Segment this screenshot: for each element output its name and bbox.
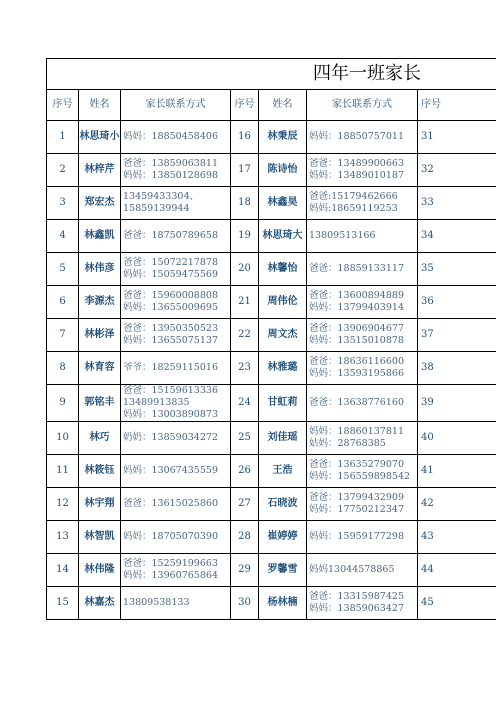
contact-cell bbox=[121, 554, 231, 587]
table-row bbox=[47, 587, 496, 620]
contact-cell bbox=[121, 121, 231, 154]
header-cell: 姓名 bbox=[259, 90, 307, 121]
contact-line: 爸爸：18750789658 bbox=[123, 230, 218, 241]
row-number: 7 bbox=[47, 319, 79, 352]
contact-cell bbox=[121, 253, 231, 286]
contact-cell bbox=[307, 253, 418, 286]
row-number: 38 bbox=[418, 352, 496, 385]
row-number: 13 bbox=[47, 521, 79, 554]
row-number: 44 bbox=[418, 554, 496, 587]
row-number: 43 bbox=[418, 521, 496, 554]
table-row bbox=[47, 352, 496, 385]
row-number: 26 bbox=[231, 455, 259, 488]
row-number: 4 bbox=[47, 220, 79, 253]
contact-line: 妈妈：18850458406 bbox=[123, 131, 218, 142]
row-number: 37 bbox=[418, 319, 496, 352]
row-number: 6 bbox=[47, 286, 79, 319]
contact-line: 爸爸：15960008808 bbox=[123, 290, 218, 301]
contact-cell bbox=[121, 422, 231, 455]
contact-line: 妈妈：13593195866 bbox=[309, 368, 404, 379]
student-name: 李源杰 bbox=[79, 286, 121, 319]
student-name: 林思琦小 bbox=[79, 121, 121, 154]
student-name: 罗馨雪 bbox=[259, 554, 307, 587]
contact-cell bbox=[121, 488, 231, 521]
contact-line: 13809538133 bbox=[123, 597, 190, 608]
contact-cell bbox=[121, 455, 231, 488]
contact-cell bbox=[307, 220, 418, 253]
row-number: 45 bbox=[418, 587, 496, 620]
student-name: 林鑫昊 bbox=[259, 187, 307, 220]
student-name: 林馨怡 bbox=[259, 253, 307, 286]
header-cell: 序号 bbox=[231, 90, 259, 121]
contact-line: 妈妈：13067435559 bbox=[123, 465, 218, 476]
student-name: 杨林楠 bbox=[259, 587, 307, 620]
header-cell: 家长联系方式 bbox=[121, 90, 231, 121]
row-number: 22 bbox=[231, 319, 259, 352]
contact-line: 妈妈:18659119253 bbox=[309, 203, 398, 214]
contact-line: 爸爸：15259199663 bbox=[123, 558, 218, 569]
student-name: 崔婷婷 bbox=[259, 521, 307, 554]
contact-line: 妈妈：13859063427 bbox=[309, 603, 404, 614]
contact-cell bbox=[121, 286, 231, 319]
contact-cell bbox=[121, 352, 231, 385]
contact-cell bbox=[307, 422, 418, 455]
contact-line: 爸爸：13638776160 bbox=[309, 397, 404, 408]
student-name: 林宇翔 bbox=[79, 488, 121, 521]
header-row bbox=[47, 90, 496, 121]
row-number: 2 bbox=[47, 154, 79, 187]
row-number: 18 bbox=[231, 187, 259, 220]
contact-table bbox=[46, 58, 496, 620]
contact-cell bbox=[307, 121, 418, 154]
student-name: 郑宏杰 bbox=[79, 187, 121, 220]
student-name: 甘虹莉 bbox=[259, 385, 307, 422]
contact-line: 妈妈：156559898542 bbox=[309, 471, 411, 482]
row-number: 9 bbox=[47, 385, 79, 422]
row-number: 24 bbox=[231, 385, 259, 422]
row-number: 29 bbox=[231, 554, 259, 587]
row-number: 8 bbox=[47, 352, 79, 385]
student-name: 王浩 bbox=[259, 455, 307, 488]
student-name: 石晓波 bbox=[259, 488, 307, 521]
row-number: 12 bbox=[47, 488, 79, 521]
row-number: 28 bbox=[231, 521, 259, 554]
contact-cell bbox=[307, 319, 418, 352]
table-row bbox=[47, 187, 496, 220]
table-row bbox=[47, 319, 496, 352]
student-name: 陈诗怡 bbox=[259, 154, 307, 187]
contact-line: 爸爸：13615025860 bbox=[123, 498, 218, 509]
contact-cell bbox=[121, 587, 231, 620]
contact-line: 妈妈：13960765864 bbox=[123, 570, 218, 581]
student-name: 林鑫凯 bbox=[79, 220, 121, 253]
table-row bbox=[47, 286, 496, 319]
contact-line: 爸爸：15072217878 bbox=[123, 257, 218, 268]
row-number: 34 bbox=[418, 220, 496, 253]
contact-line: 13459433304、 bbox=[123, 191, 199, 202]
row-number: 42 bbox=[418, 488, 496, 521]
row-number: 23 bbox=[231, 352, 259, 385]
row-number: 25 bbox=[231, 422, 259, 455]
student-name: 林秉辰 bbox=[259, 121, 307, 154]
row-number: 11 bbox=[47, 455, 79, 488]
contact-cell bbox=[121, 220, 231, 253]
contact-line: 爸爸：13950350523 bbox=[123, 323, 218, 334]
student-name: 林思琦大 bbox=[259, 220, 307, 253]
row-number: 16 bbox=[231, 121, 259, 154]
contact-line: 妈妈：13850128698 bbox=[123, 170, 218, 181]
contact-line: 爸爸：13315987425 bbox=[309, 591, 404, 602]
contact-cell bbox=[307, 154, 418, 187]
row-number: 36 bbox=[418, 286, 496, 319]
contact-line: 妈妈：13655009695 bbox=[123, 302, 218, 313]
header-cell: 家长联系方式 bbox=[307, 90, 418, 121]
contact-cell bbox=[307, 385, 418, 422]
row-number: 14 bbox=[47, 554, 79, 587]
row-number: 1 bbox=[47, 121, 79, 154]
row-number: 40 bbox=[418, 422, 496, 455]
student-name: 林巧 bbox=[79, 422, 121, 455]
row-number: 30 bbox=[231, 587, 259, 620]
contact-line: 姑妈：28768385 bbox=[309, 438, 386, 449]
table-row bbox=[47, 488, 496, 521]
contact-line: 爸爸：13600894889 bbox=[309, 290, 404, 301]
contact-sheet bbox=[46, 58, 496, 640]
contact-line: 爷爷：18259115016 bbox=[123, 362, 218, 373]
contact-cell bbox=[121, 154, 231, 187]
contact-line: 妈妈：18705070390 bbox=[123, 531, 218, 542]
contact-line: 爸爸：15159613336 bbox=[123, 385, 218, 396]
contact-line: 13809513166 bbox=[309, 230, 376, 241]
student-name: 郭铭丰 bbox=[79, 385, 121, 422]
table-row bbox=[47, 521, 496, 554]
contact-cell bbox=[307, 455, 418, 488]
contact-line: 奶奶：13859034272 bbox=[123, 432, 218, 443]
contact-cell bbox=[307, 521, 418, 554]
student-name: 周伟伦 bbox=[259, 286, 307, 319]
student-name: 林伟彦 bbox=[79, 253, 121, 286]
contact-line: 爸爸：18859133117 bbox=[309, 263, 404, 274]
student-name: 刘佳瑶 bbox=[259, 422, 307, 455]
contact-line: 15859139944 bbox=[123, 203, 190, 214]
table-row bbox=[47, 385, 496, 422]
contact-line: 妈妈：13655075137 bbox=[123, 335, 218, 346]
contact-cell bbox=[307, 587, 418, 620]
row-number: 41 bbox=[418, 455, 496, 488]
contact-line: 爸爸：18636116600 bbox=[309, 356, 404, 367]
student-name: 林伟隆 bbox=[79, 554, 121, 587]
contact-line: 妈妈：18850757011 bbox=[309, 131, 404, 142]
table-row bbox=[47, 554, 496, 587]
row-number: 31 bbox=[418, 121, 496, 154]
table-row bbox=[47, 154, 496, 187]
contact-line: 爸爸：13906904677 bbox=[309, 323, 404, 334]
contact-cell bbox=[307, 187, 418, 220]
title-cell bbox=[47, 59, 496, 90]
row-number: 10 bbox=[47, 422, 79, 455]
student-name: 林彬泽 bbox=[79, 319, 121, 352]
student-name: 林育容 bbox=[79, 352, 121, 385]
contact-cell bbox=[121, 319, 231, 352]
header-cell: 姓名 bbox=[79, 90, 121, 121]
contact-cell bbox=[307, 352, 418, 385]
contact-line: 妈妈：13003890873 bbox=[123, 409, 218, 420]
contact-line: 爸爸:15179462666 bbox=[309, 191, 398, 202]
table-row bbox=[47, 121, 496, 154]
contact-line: 妈妈：13799403914 bbox=[309, 302, 404, 313]
contact-line: 妈妈：17750212347 bbox=[309, 504, 404, 515]
contact-line: 妈妈13044578865 bbox=[309, 564, 395, 575]
row-number: 32 bbox=[418, 154, 496, 187]
contact-line: 爸爸：13489900663 bbox=[309, 158, 404, 169]
contact-cell bbox=[307, 286, 418, 319]
header-cell: 序号 bbox=[418, 90, 496, 121]
row-number: 35 bbox=[418, 253, 496, 286]
contact-cell bbox=[121, 187, 231, 220]
row-number: 3 bbox=[47, 187, 79, 220]
contact-line: 妈妈：15059475569 bbox=[123, 269, 218, 280]
contact-line: 妈妈：13515010878 bbox=[309, 335, 404, 346]
contact-cell bbox=[307, 554, 418, 587]
table-row bbox=[47, 455, 496, 488]
contact-cell bbox=[307, 488, 418, 521]
table-row bbox=[47, 422, 496, 455]
contact-line: 爸爸：13859063811 bbox=[123, 158, 218, 169]
row-number: 21 bbox=[231, 286, 259, 319]
contact-line: 爸爸：13799432909 bbox=[309, 492, 404, 503]
student-name: 林嘉杰 bbox=[79, 587, 121, 620]
contact-line: 妈妈：18860137811 bbox=[309, 426, 404, 437]
row-number: 20 bbox=[231, 253, 259, 286]
page-title: 四年一班家长 bbox=[313, 63, 421, 84]
student-name: 林梓芹 bbox=[79, 154, 121, 187]
table-row bbox=[47, 253, 496, 286]
row-number: 33 bbox=[418, 187, 496, 220]
contact-cell bbox=[121, 385, 231, 422]
contact-cell bbox=[121, 521, 231, 554]
student-name: 周文杰 bbox=[259, 319, 307, 352]
row-number: 19 bbox=[231, 220, 259, 253]
row-number: 5 bbox=[47, 253, 79, 286]
row-number: 17 bbox=[231, 154, 259, 187]
contact-line: 妈妈：15959177298 bbox=[309, 531, 404, 542]
student-name: 林雅璐 bbox=[259, 352, 307, 385]
student-name: 林智凯 bbox=[79, 521, 121, 554]
student-name: 林筱钰 bbox=[79, 455, 121, 488]
row-number: 15 bbox=[47, 587, 79, 620]
contact-line: 妈妈：13489010187 bbox=[309, 170, 404, 181]
row-number: 39 bbox=[418, 385, 496, 422]
row-number: 27 bbox=[231, 488, 259, 521]
table-row bbox=[47, 220, 496, 253]
contact-line: 爸爸：13635279070 bbox=[309, 459, 404, 470]
header-cell: 序号 bbox=[47, 90, 79, 121]
contact-line: 13489913835 bbox=[123, 397, 190, 408]
